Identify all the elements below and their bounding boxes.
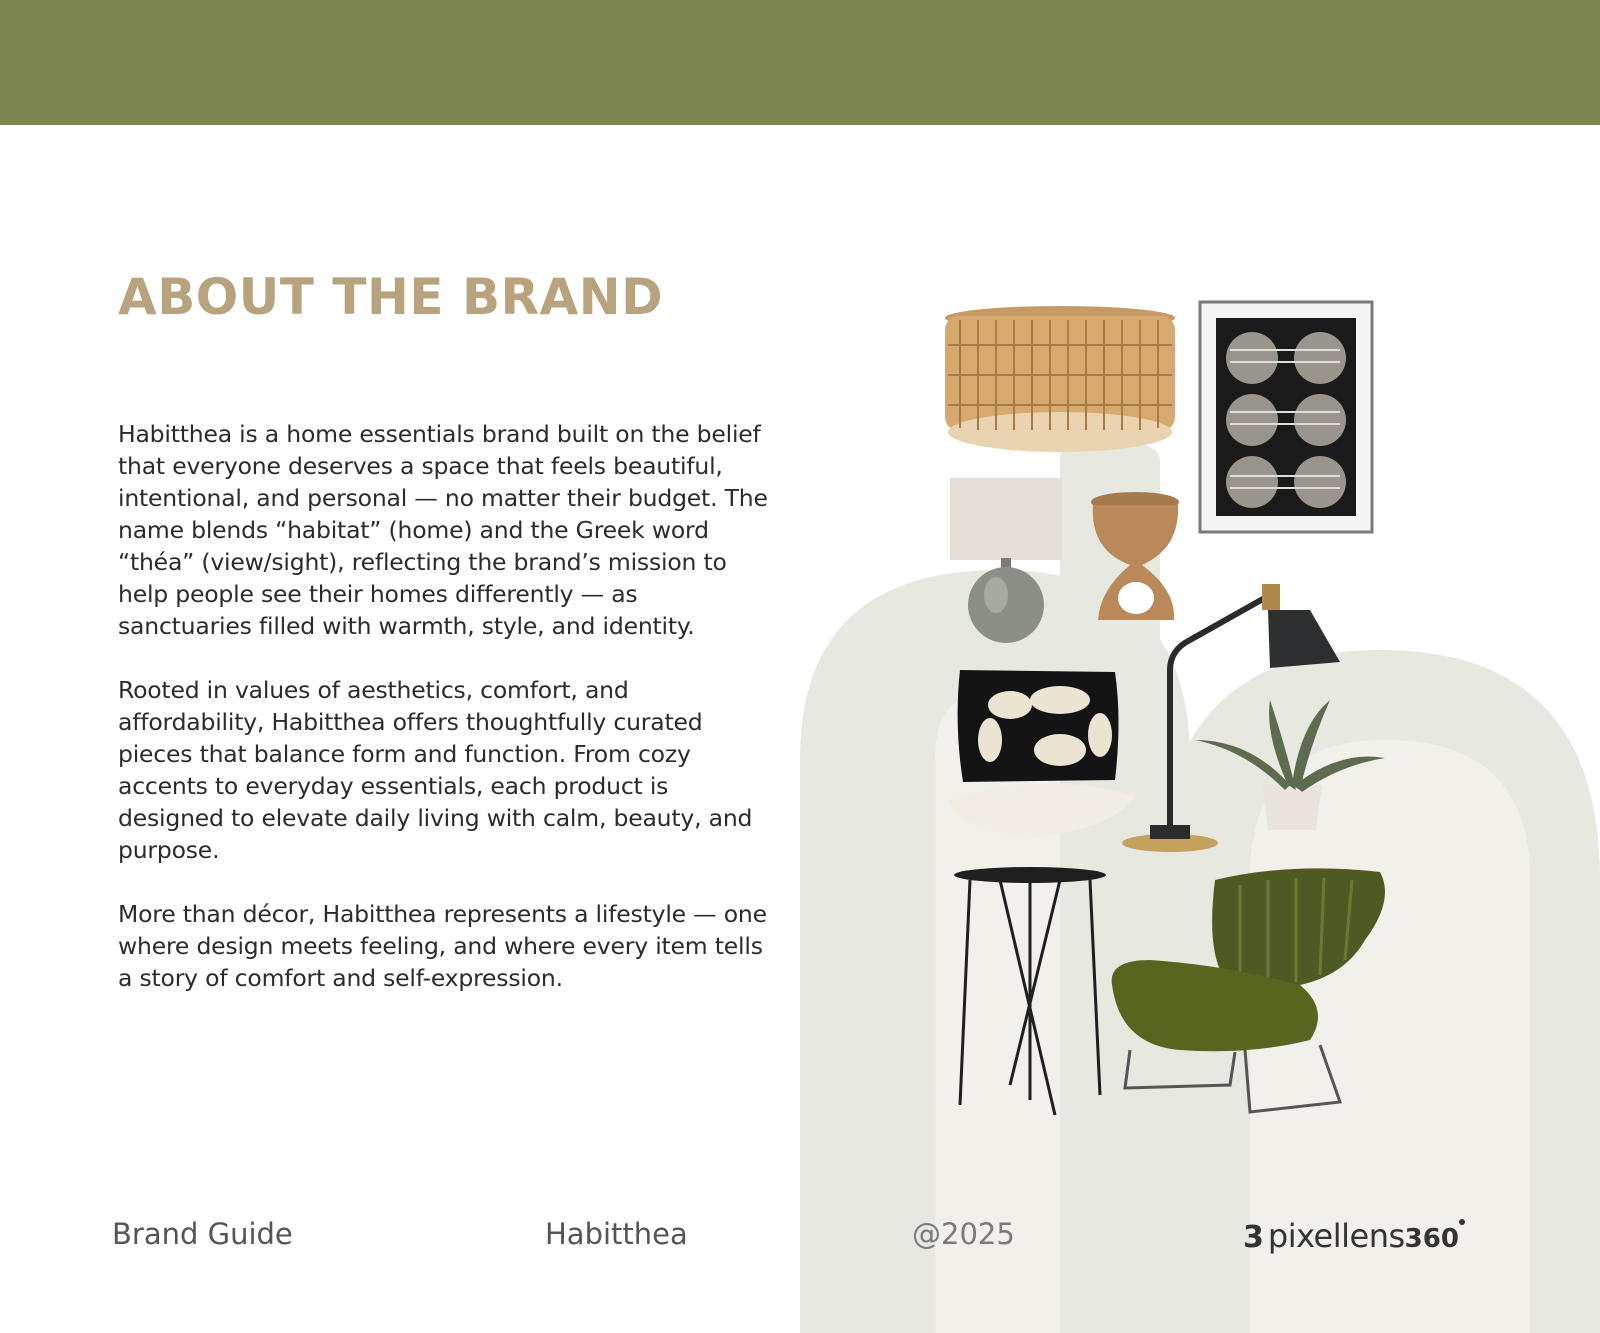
floral-cushion-image xyxy=(948,670,1135,838)
potted-snake-plant-image xyxy=(1195,700,1385,830)
page-title: ABOUT THE BRAND xyxy=(118,268,664,326)
wooden-sculptural-stool-image xyxy=(1091,492,1179,620)
logo-dot xyxy=(1459,1219,1465,1225)
footer-year: @2025 xyxy=(912,1217,1015,1251)
paragraph-values: Rooted in values of aesthetics, comfort, and affordability, Habitthea offers thoughtfully curated pieces that balance form and function. From cozy accents to everyday essentials, each product is designed to elevate daily living with calm, beauty, and purpose. xyxy=(118,676,753,864)
marble-table-lamp-image xyxy=(950,478,1062,643)
footer-section-label: Brand Guide xyxy=(112,1217,293,1251)
logo-number: 360 xyxy=(1404,1224,1459,1254)
geometric-framed-art-image xyxy=(1200,302,1372,532)
rattan-pendant-lamp-image xyxy=(945,306,1175,452)
green-velvet-armchair-image xyxy=(1112,868,1385,1112)
paragraph-intro: Habitthea is a home essentials brand built on the belief that everyone deserves a space that feels beautiful, intentional, and personal — no matter their budget. The name blends “habitat” (home) and the Greek word “théa” (view/sight), reflecting the brand’s mission to help people see their homes differently — as sanctuaries filled with warmth, style, and identity. xyxy=(118,420,768,640)
pixellens-logo xyxy=(1243,1217,1465,1255)
footer-brand-name: Habitthea xyxy=(545,1217,688,1251)
logo-mark: 3 xyxy=(1243,1220,1264,1255)
paragraph-lifestyle: More than décor, Habitthea represents a lifestyle — one where design meets feeling, and where every item tells a story of comfort and self-expression. xyxy=(118,900,767,992)
black-side-table-image xyxy=(954,867,1106,1115)
logo-word: pixellens xyxy=(1267,1217,1405,1255)
